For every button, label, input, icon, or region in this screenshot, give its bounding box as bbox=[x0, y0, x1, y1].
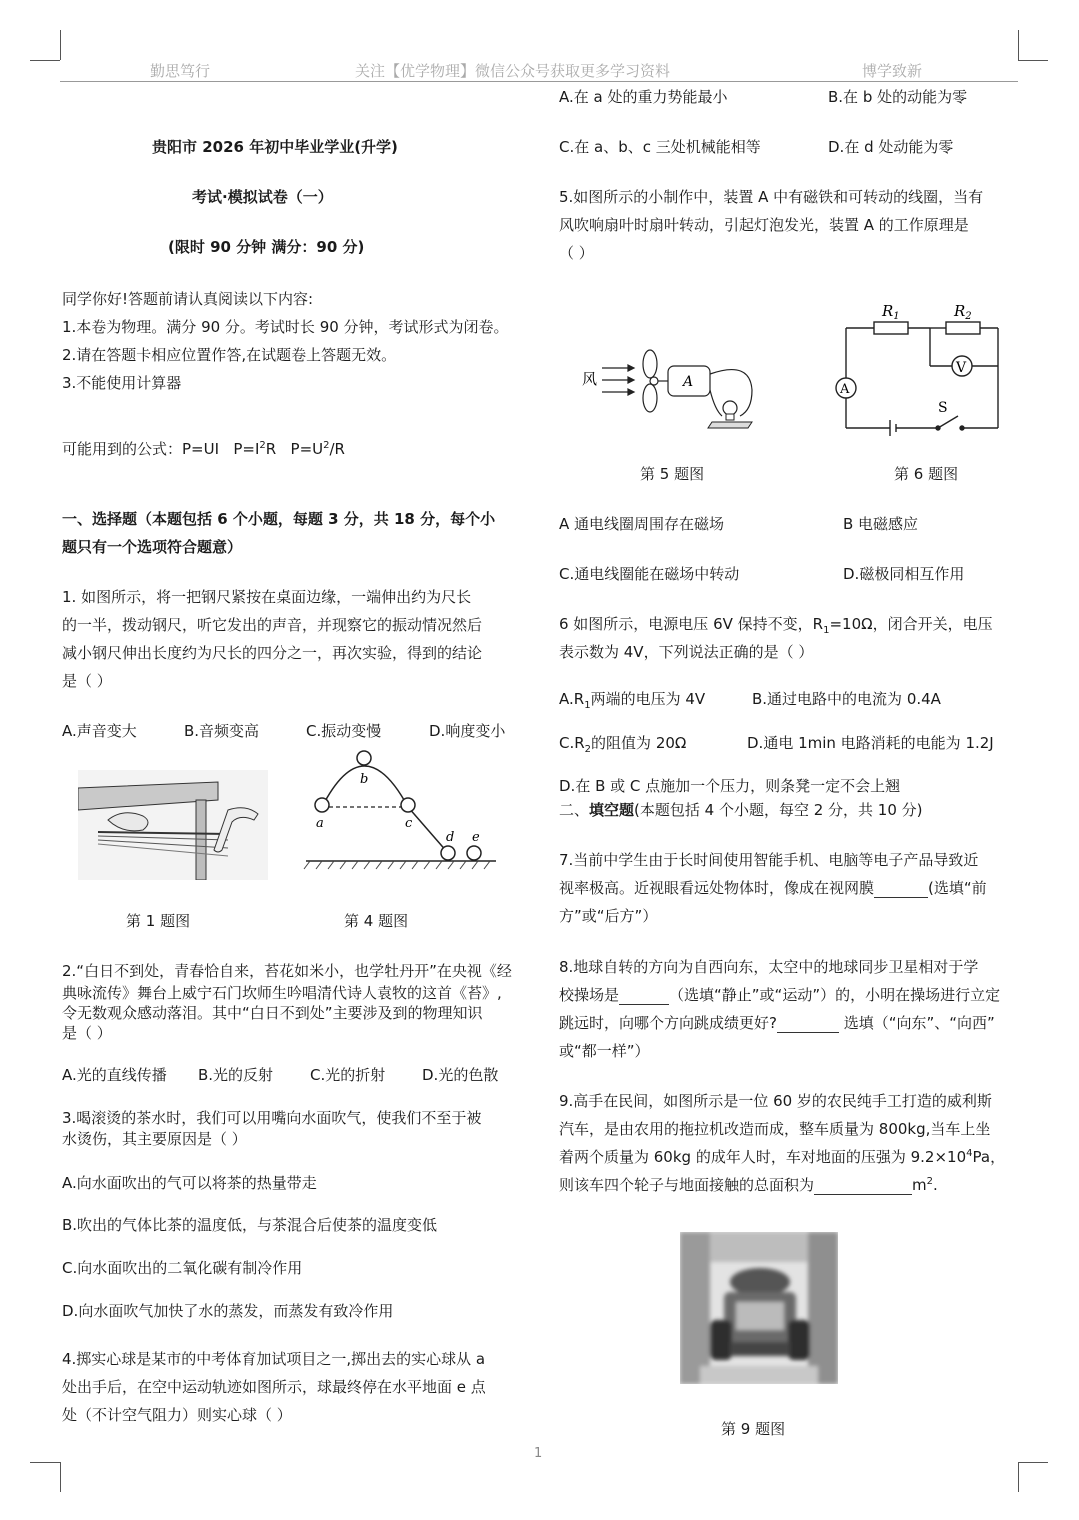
q2-line: 令无数观众感动落泪。其中“白日不到处”主要涉及到的物理知识 bbox=[62, 1004, 483, 1022]
point-e-label: e bbox=[472, 830, 480, 845]
switch-label: S bbox=[938, 400, 948, 416]
q1-option: D.响度变小 bbox=[429, 722, 506, 740]
q2-line: 2.“白日不到处，青春恰自来，苔花如米小，也学牡丹开”在央视《经 bbox=[62, 962, 512, 980]
section1-heading: 题只有一个选项符合题意） bbox=[62, 538, 243, 556]
q1-option: B.音频变高 bbox=[184, 722, 260, 740]
wind-label: 风 bbox=[582, 370, 598, 388]
point-d-label: d bbox=[446, 830, 455, 845]
q5-option: D.磁极同相互作用 bbox=[843, 565, 965, 583]
figure-6-circuit bbox=[830, 298, 1010, 440]
q1-line: 是（ ） bbox=[62, 672, 112, 690]
q4-option: D.在 d 处动能为零 bbox=[828, 138, 954, 156]
q1-option: C.振动变慢 bbox=[306, 722, 382, 740]
intro-line: 3.不能使用计算器 bbox=[62, 374, 182, 392]
crop-mark bbox=[1018, 30, 1019, 60]
formula-p-i2r: P=I bbox=[233, 440, 260, 458]
figure-1-ruler bbox=[78, 770, 268, 880]
crop-mark bbox=[1018, 1462, 1048, 1463]
section2-heading: 二、填空题(本题包括 4 个小题，每空 2 分，共 10 分) bbox=[559, 801, 923, 819]
crop-mark bbox=[30, 60, 60, 61]
q9-line: 汽车，是由农用的拖拉机改造而成，整车质量为 800kg,当车上坐 bbox=[559, 1120, 991, 1138]
q8-line: 8.地球自转的方向为自西向东，太空中的地球同步卫星相对于学 bbox=[559, 958, 979, 976]
q1-line: 1. 如图所示，将一把钢尺紧按在桌面边缘，一端伸出约为尺长 bbox=[62, 588, 472, 606]
q5-line: （ ） bbox=[559, 244, 594, 262]
q3-line: 3.喝滚烫的茶水时，我们可以用嘴向水面吹气，使我们不至于被 bbox=[62, 1109, 482, 1127]
q2-line: 典咏流传》舞台上威宁石门坎师生吟唱清代诗人袁牧的这首《苔》, bbox=[62, 984, 502, 1002]
q3-line: 水烫伤，其主要原因是（ ） bbox=[62, 1130, 247, 1148]
q8-line: 或“都一样”） bbox=[559, 1042, 650, 1060]
formula-prefix: 可能用到的公式： bbox=[62, 440, 183, 458]
q4-line: 处（不计空气阻力）则实心球（ ） bbox=[62, 1406, 292, 1424]
figure-5-caption: 第 5 题图 bbox=[640, 465, 705, 483]
figure-9-car-photo bbox=[680, 1232, 838, 1384]
formula-sup: 2 bbox=[259, 440, 266, 451]
crop-mark bbox=[1018, 60, 1048, 61]
q6-option: D.在 B 或 C 点施加一个压力，则条凳一定不会上翘 bbox=[559, 777, 901, 795]
q9-line: 9.高手在民间，如图所示是一位 60 岁的农民纯手工打造的威利斯 bbox=[559, 1092, 992, 1110]
page-title-line1: 贵阳市 2026 年初中毕业学业(升学) bbox=[152, 138, 398, 156]
point-b-label: b bbox=[360, 772, 369, 787]
figure-4-trajectory bbox=[300, 745, 500, 875]
q3-option: D.向水面吹气加快了水的蒸发，而蒸发有致冷作用 bbox=[62, 1302, 394, 1320]
ammeter-label: A bbox=[840, 382, 850, 397]
q6-option: D.通电 1min 电路消耗的电能为 1.2J bbox=[747, 734, 994, 752]
page-title-line3: (限时 90 分钟 满分：90 分) bbox=[168, 238, 365, 256]
point-c-label: c bbox=[405, 816, 413, 831]
crop-mark bbox=[30, 1462, 60, 1463]
q4-option: B.在 b 处的动能为零 bbox=[828, 88, 968, 106]
q1-option: A.声音变大 bbox=[62, 722, 137, 740]
q2-option: C.光的折射 bbox=[310, 1066, 386, 1084]
q1-line: 减小钢尺伸出长度约为尺长的四分之一，再次实验，得到的结论 bbox=[62, 644, 483, 662]
q6-option: $A.R_1$两端的电压为 4V bbox=[559, 690, 706, 711]
q5-line: 风吹响扇叶时扇叶转动，引起灯泡发光，装置 A 的工作原理是 bbox=[559, 216, 969, 234]
page-number: 1 bbox=[534, 1446, 543, 1461]
formula-r: R bbox=[265, 440, 277, 458]
q2-option: B.光的反射 bbox=[198, 1066, 274, 1084]
device-a-label: A bbox=[683, 374, 694, 390]
q5-line: 5.如图所示的小制作中，装置 A 中有磁铁和可转动的线圈，当有 bbox=[559, 188, 984, 206]
q6-line: 表示数为 4V，下列说法正确的是（ ） bbox=[559, 643, 814, 661]
crop-mark bbox=[60, 30, 61, 60]
formula-over-r: /R bbox=[329, 440, 345, 458]
section1-heading: 一、选择题（本题包括 6 个小题，每题 3 分，共 18 分，每个小 bbox=[62, 510, 496, 528]
figure-1-caption: 第 1 题图 bbox=[126, 912, 191, 930]
q7-line: 方”或“后方”） bbox=[559, 907, 658, 925]
formula-sup: 2 bbox=[323, 440, 330, 451]
q7-line: 7.当前中学生由于长时间使用智能手机、电脑等电子产品导致近 bbox=[559, 851, 979, 869]
header-left: 勤思笃行 bbox=[150, 62, 211, 80]
formula-p-ui: P=UI bbox=[182, 440, 220, 458]
header-right: 博学致新 bbox=[862, 62, 923, 80]
page-title-line2: 考试·模拟试卷（一） bbox=[192, 188, 333, 206]
q4-option: C.在 a、b、c 三处机械能相等 bbox=[559, 138, 761, 156]
q4-line: 4.掷实心球是某市的中考体育加试项目之一,掷出去的实心球从 a bbox=[62, 1350, 486, 1368]
figure-5-generator bbox=[580, 340, 765, 440]
voltmeter-label: V bbox=[956, 360, 967, 376]
q2-option: D.光的色散 bbox=[422, 1066, 499, 1084]
intro-line: 同学你好!答题前请认真阅读以下内容: bbox=[62, 290, 314, 308]
q6-option: B.通过电路中的电流为 0.4A bbox=[752, 690, 941, 708]
intro-line: 2.请在答题卡相应位置作答,在试题卷上答题无效。 bbox=[62, 346, 397, 364]
q9-line: 则该车四个轮子与地面接触的总面积为 $m^2$. bbox=[559, 1176, 938, 1194]
q2-option: A.光的直线传播 bbox=[62, 1066, 167, 1084]
figure-4-caption: 第 4 题图 bbox=[344, 912, 409, 930]
q5-option: C.通电线圈能在磁场中转动 bbox=[559, 565, 740, 583]
q2-line: 是（ ） bbox=[62, 1024, 112, 1042]
q4-option: A.在 a 处的重力势能最小 bbox=[559, 88, 728, 106]
q8-line: 校操场是 （选填“静止”或“运动”）的，小明在操场进行立定 bbox=[559, 986, 1001, 1004]
q8-line: 跳远时，向哪个方向跳成绩更好? 选填（“向东”、“向西” bbox=[559, 1014, 995, 1032]
q5-option: B 电磁感应 bbox=[843, 515, 919, 533]
q5-option: A 通电线圈周围存在磁场 bbox=[559, 515, 725, 533]
r1-label: $R_1$ bbox=[882, 302, 900, 322]
formula-p-u2r: P=U bbox=[290, 440, 324, 458]
q6-option: $C.R_2$的阻值为 20Ω bbox=[559, 734, 687, 755]
q1-line: 的一半，拨动钢尺，听它发出的声音，并现察它的振动情况然后 bbox=[62, 616, 483, 634]
q6-line: 6 如图所示，电源电压 6V 保持不变，$R_1=10\Omega$，闭合开关，电压 bbox=[559, 615, 993, 636]
q3-option: A.向水面吹出的气可以将茶的热量带走 bbox=[62, 1174, 317, 1192]
header-rule bbox=[60, 81, 1018, 82]
intro-line: 1.本卷为物理。满分 90 分。考试时长 90 分钟，考试形式为闭卷。 bbox=[62, 318, 509, 336]
figure-6-caption: 第 6 题图 bbox=[894, 465, 959, 483]
formula-line bbox=[62, 438, 345, 459]
r2-label: $R_2$ bbox=[954, 302, 972, 322]
q7-line: 视率极高。近视眼看远处物体时，像成在视网膜 (选填“前 bbox=[559, 879, 987, 897]
q4-line: 处出手后，在空中运动轨迹如图所示，球最终停在水平地面 e 点 bbox=[62, 1378, 486, 1396]
header-center: 关注【优学物理】微信公众号获取更多学习资料 bbox=[355, 62, 671, 80]
q3-option: C.向水面吹出的二氧化碳有制冷作用 bbox=[62, 1259, 303, 1277]
point-a-label: a bbox=[316, 816, 324, 831]
q9-line: 着两个质量为 60kg 的成年人时，车对地面的压强为 $9.2\times 10^4Pa$， bbox=[559, 1148, 1006, 1166]
figure-9-caption: 第 9 题图 bbox=[721, 1420, 786, 1438]
crop-mark bbox=[1018, 1462, 1019, 1492]
q3-option: B.吹出的气体比茶的温度低，与茶混合后使茶的温度变低 bbox=[62, 1216, 438, 1234]
crop-mark bbox=[60, 1462, 61, 1492]
